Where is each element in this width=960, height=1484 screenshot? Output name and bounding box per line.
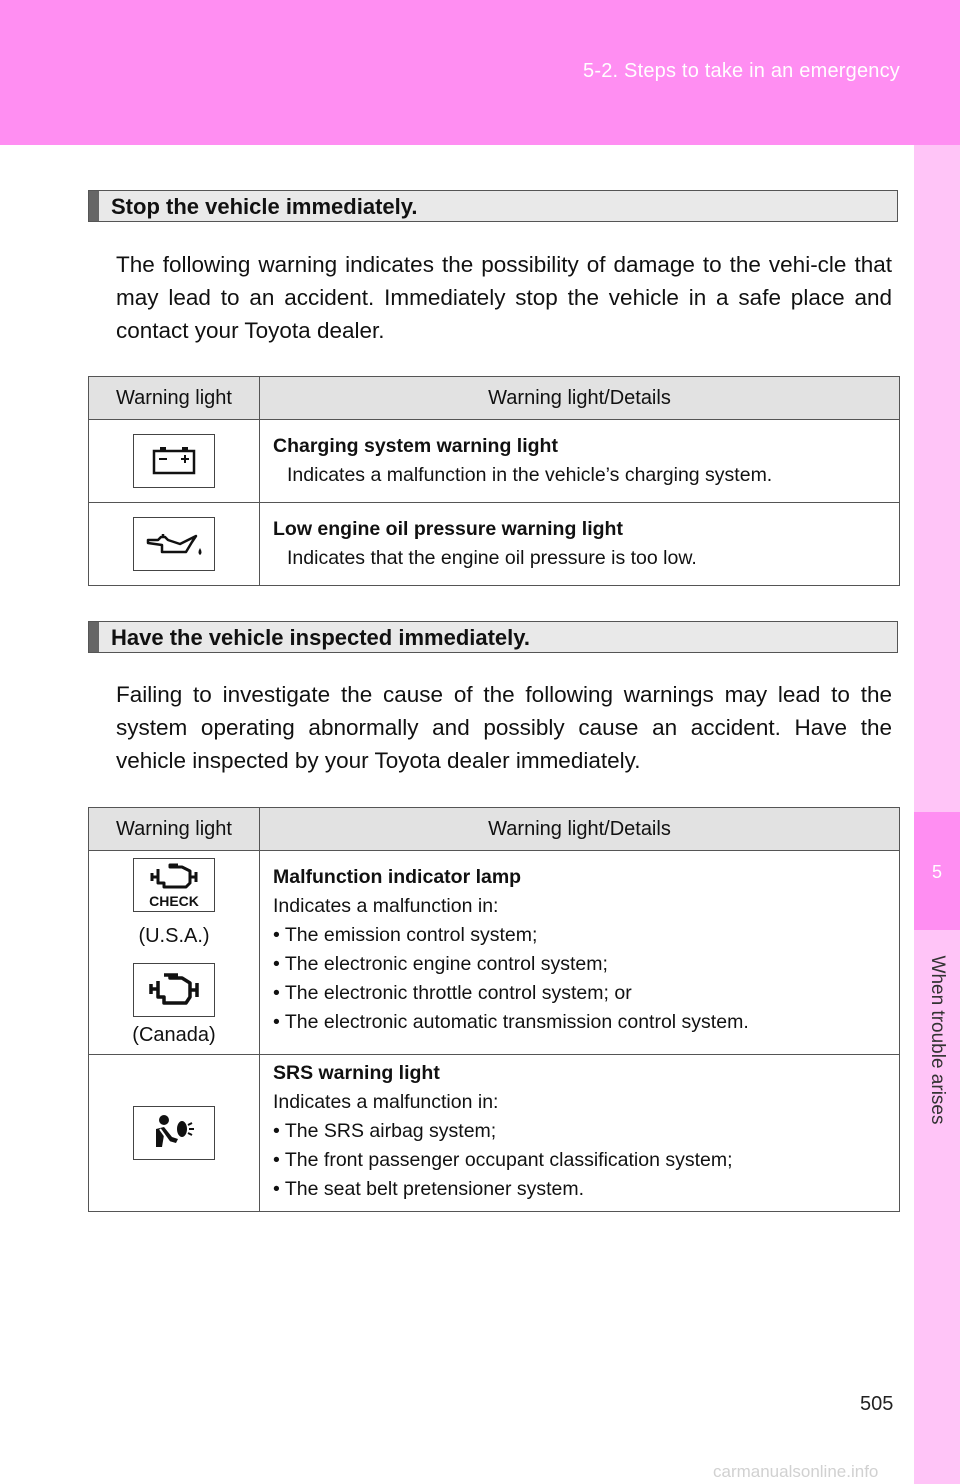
heading-bar <box>89 191 99 221</box>
page-header <box>0 0 960 145</box>
table-row <box>89 1055 900 1212</box>
check-engine-icon <box>133 858 215 912</box>
warning-text: Indicates that the engine oil pressure is too low. <box>287 547 697 569</box>
region-canada: (Canada) <box>132 1024 216 1046</box>
icon-cell <box>89 1055 260 1212</box>
section-heading-stop <box>88 190 898 222</box>
detail-cell <box>260 420 900 503</box>
battery-icon <box>133 434 215 488</box>
list-item: • The electronic throttle control system; or <box>273 982 632 1004</box>
warning-text: Indicates a malfunction in the vehicle’s charging system. <box>287 464 773 486</box>
table-row <box>89 420 900 503</box>
oil-can-icon <box>133 517 215 571</box>
warning-table-stop <box>88 376 900 586</box>
list-item: • The seat belt pretensioner system. <box>273 1178 585 1200</box>
detail-cell <box>260 851 900 1055</box>
list-item: • The emission control system; <box>273 924 538 946</box>
table-row <box>89 851 900 1055</box>
warning-title: Charging system warning light <box>273 435 558 457</box>
section-paragraph-stop: The following warning indicates the possibility of damage to the vehi-cle that may lead to an accident. Immediately stop the vehicle in a safe place and contact your Toyota dealer. <box>116 252 892 343</box>
section-breadcrumb: 5-2. Steps to take in an emergency <box>583 60 900 82</box>
detail-cell <box>260 1055 900 1212</box>
chapter-title: When trouble arises <box>927 955 948 1125</box>
table-header-details: Warning light/Details <box>260 808 900 851</box>
warning-intro: Indicates a malfunction in: <box>273 1091 499 1113</box>
icon-cell <box>89 503 260 586</box>
heading-bar <box>89 622 99 652</box>
list-item: • The electronic engine control system; <box>273 953 608 975</box>
list-item: • The front passenger occupant classification system; <box>273 1149 733 1171</box>
section-paragraph-inspect: Failing to investigate the cause of the following warnings may lead to the system operating abnormally and possibly cause an accident. Have the vehicle inspected by your Toyota dealer immediately. <box>116 682 892 773</box>
airbag-icon <box>133 1106 215 1160</box>
heading-text: Have the vehicle inspected immediately. <box>111 625 530 650</box>
table-row <box>89 503 900 586</box>
icon-cell <box>89 420 260 503</box>
warning-title: SRS warning light <box>273 1062 440 1084</box>
table-header-warning-light: Warning light <box>89 808 260 851</box>
section-heading-inspect <box>88 621 898 653</box>
chapter-number: 5 <box>931 862 942 882</box>
warning-intro: Indicates a malfunction in: <box>273 895 499 917</box>
warning-title: Malfunction indicator lamp <box>273 866 522 888</box>
list-item: • The electronic automatic transmission control system. <box>273 1011 749 1033</box>
list-item: • The SRS airbag system; <box>273 1120 497 1142</box>
engine-icon <box>133 963 215 1017</box>
icon-cell <box>89 851 260 1055</box>
table-header-details: Warning light/Details <box>260 377 900 420</box>
region-usa: (U.S.A.) <box>138 925 210 947</box>
check-label: CHECK <box>149 893 199 909</box>
warning-table-inspect <box>88 807 900 1212</box>
page-number: 505 <box>860 1393 894 1415</box>
detail-cell <box>260 503 900 586</box>
watermark: carmanualsonline.info <box>713 1462 879 1481</box>
heading-text: Stop the vehicle immediately. <box>111 194 418 219</box>
table-header-warning-light: Warning light <box>89 377 260 420</box>
warning-title: Low engine oil pressure warning light <box>273 518 623 540</box>
